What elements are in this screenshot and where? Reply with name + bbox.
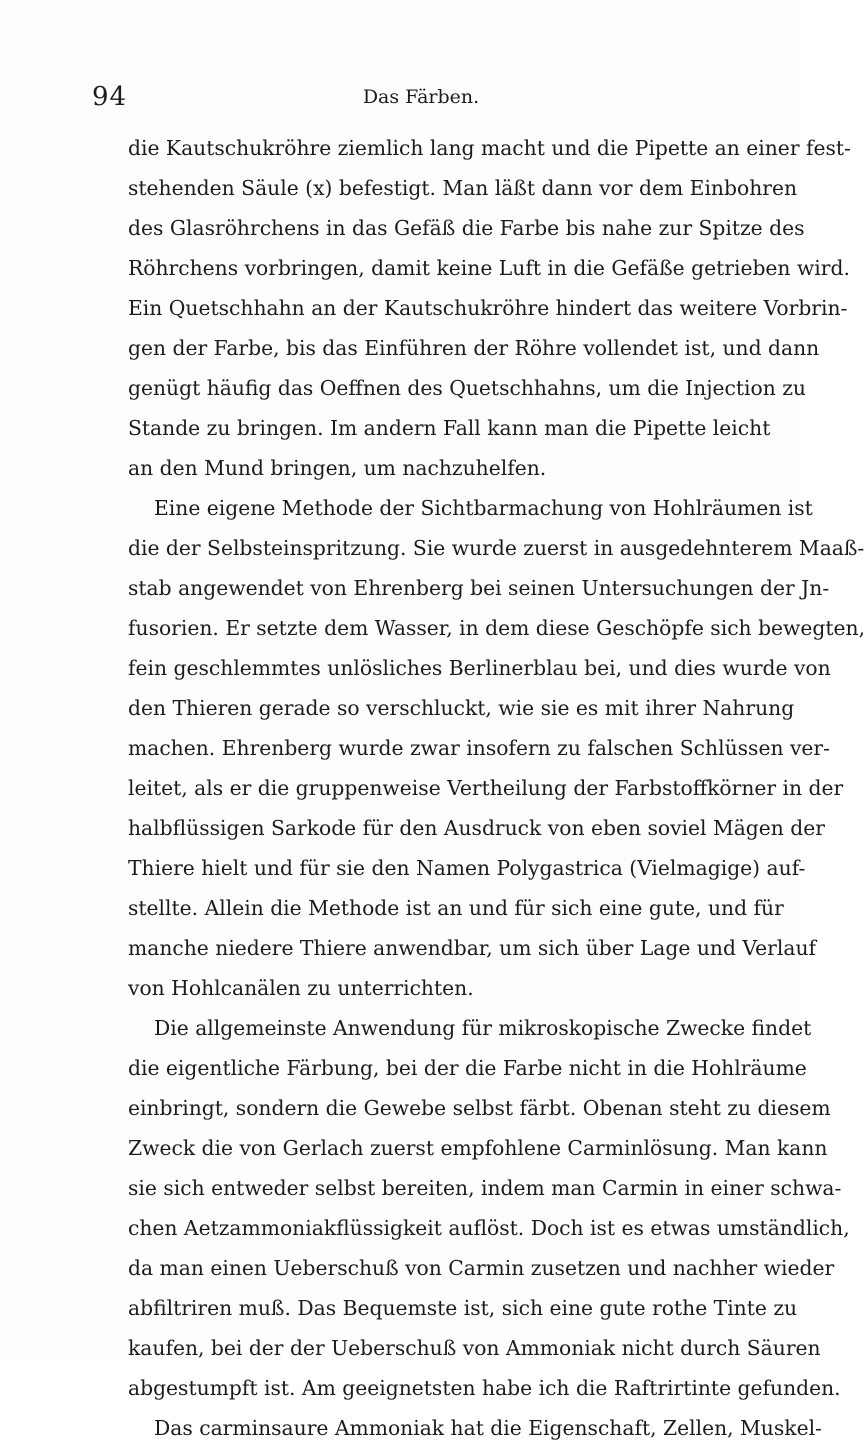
- text-line: die der Selbsteinspritzung. Sie wurde zuerst in ausgedehnterem Maaß-: [128, 536, 865, 560]
- text-line: die Kautschukröhre ziemlich lang macht und die Pipette an einer fest-: [128, 136, 851, 160]
- text-line: leitet, als er die gruppenweise Vertheilung der Farbstoffkörner in der: [128, 776, 844, 800]
- text-line: des Glasröhrchens in das Gefäß die Farbe bis nahe zur Spitze des: [128, 216, 805, 240]
- text-line: chen Aetzammoniakflüssigkeit auflöst. Doch ist es etwas umständlich,: [128, 1216, 850, 1240]
- text-line: sie sich entweder selbst bereiten, indem man Carmin in einer schwa-: [128, 1176, 842, 1200]
- text-line: Röhrchens vorbringen, damit keine Luft in die Gefäße getrieben wird.: [128, 256, 850, 280]
- text-line: den Thieren gerade so verschluckt, wie sie es mit ihrer Nahrung: [128, 696, 795, 720]
- text-line: stellte. Allein die Methode ist an und für sich eine gute, und für: [128, 896, 784, 920]
- text-line: abfiltriren muß. Das Bequemste ist, sich eine gute rothe Tinte zu: [128, 1296, 798, 1320]
- text-line: manche niedere Thiere anwendbar, um sich über Lage und Verlauf: [128, 936, 817, 960]
- text-line: da man einen Ueberschuß von Carmin zusetzen und nachher wieder: [128, 1256, 835, 1280]
- text-line: machen. Ehrenberg wurde zwar insofern zu falschen Schlüssen ver-: [128, 736, 830, 760]
- text-line: genügt häufig das Oeffnen des Quetschhahns, um die Injection zu: [128, 376, 806, 400]
- text-line: Thiere hielt und für sie den Namen Polygastrica (Vielmagige) auf-: [128, 856, 806, 880]
- text-line: gen der Farbe, bis das Einführen der Röhre vollendet ist, und dann: [128, 336, 820, 360]
- text-line: fein geschlemmtes unlösliches Berlinerblau bei, und dies wurde von: [128, 656, 831, 680]
- page-number: 94: [92, 82, 128, 112]
- text-line: Eine eigene Methode der Sichtbarmachung von Hohlräumen ist: [154, 496, 813, 520]
- text-line: von Hohlcanälen zu unterrichten.: [128, 976, 474, 1000]
- text-line: die eigentliche Färbung, bei der die Farbe nicht in die Hohlräume: [128, 1056, 807, 1080]
- body-text: [128, 128, 865, 1448]
- text-line: fusorien. Er setzte dem Wasser, in dem diese Geschöpfe sich bewegten,: [128, 616, 865, 640]
- text-line: halbflüssigen Sarkode für den Ausdruck von eben soviel Mägen der: [128, 816, 825, 840]
- text-line: stab angewendet von Ehrenberg bei seinen Untersuchungen der Jn-: [128, 576, 830, 600]
- text-line: kaufen, bei der der Ueberschuß von Ammoniak nicht durch Säuren: [128, 1336, 821, 1360]
- text-line: Stande zu bringen. Im andern Fall kann man die Pipette leicht: [128, 416, 771, 440]
- text-line: abgestumpft ist. Am geeignetsten habe ich die Raftrirtinte gefunden.: [128, 1376, 841, 1400]
- text-line: Das carminsaure Ammoniak hat die Eigenschaft, Zellen, Muskel-: [154, 1416, 822, 1440]
- text-line: an den Mund bringen, um nachzuhelfen.: [128, 456, 547, 480]
- text-line: Zweck die von Gerlach zuerst empfohlene Carminlösung. Man kann: [128, 1136, 828, 1160]
- page-header: [92, 82, 750, 112]
- text-line: einbringt, sondern die Gewebe selbst färbt. Obenan steht zu diesem: [128, 1096, 831, 1120]
- running-title: Das Färben.: [362, 86, 480, 108]
- text-line: stehenden Säule (x) befestigt. Man läßt dann vor dem Einbohren: [128, 176, 798, 200]
- text-line: Die allgemeinste Anwendung für mikroskopische Zwecke findet: [154, 1016, 812, 1040]
- text-line: Ein Quetschhahn an der Kautschukröhre hindert das weitere Vorbrin-: [128, 296, 848, 320]
